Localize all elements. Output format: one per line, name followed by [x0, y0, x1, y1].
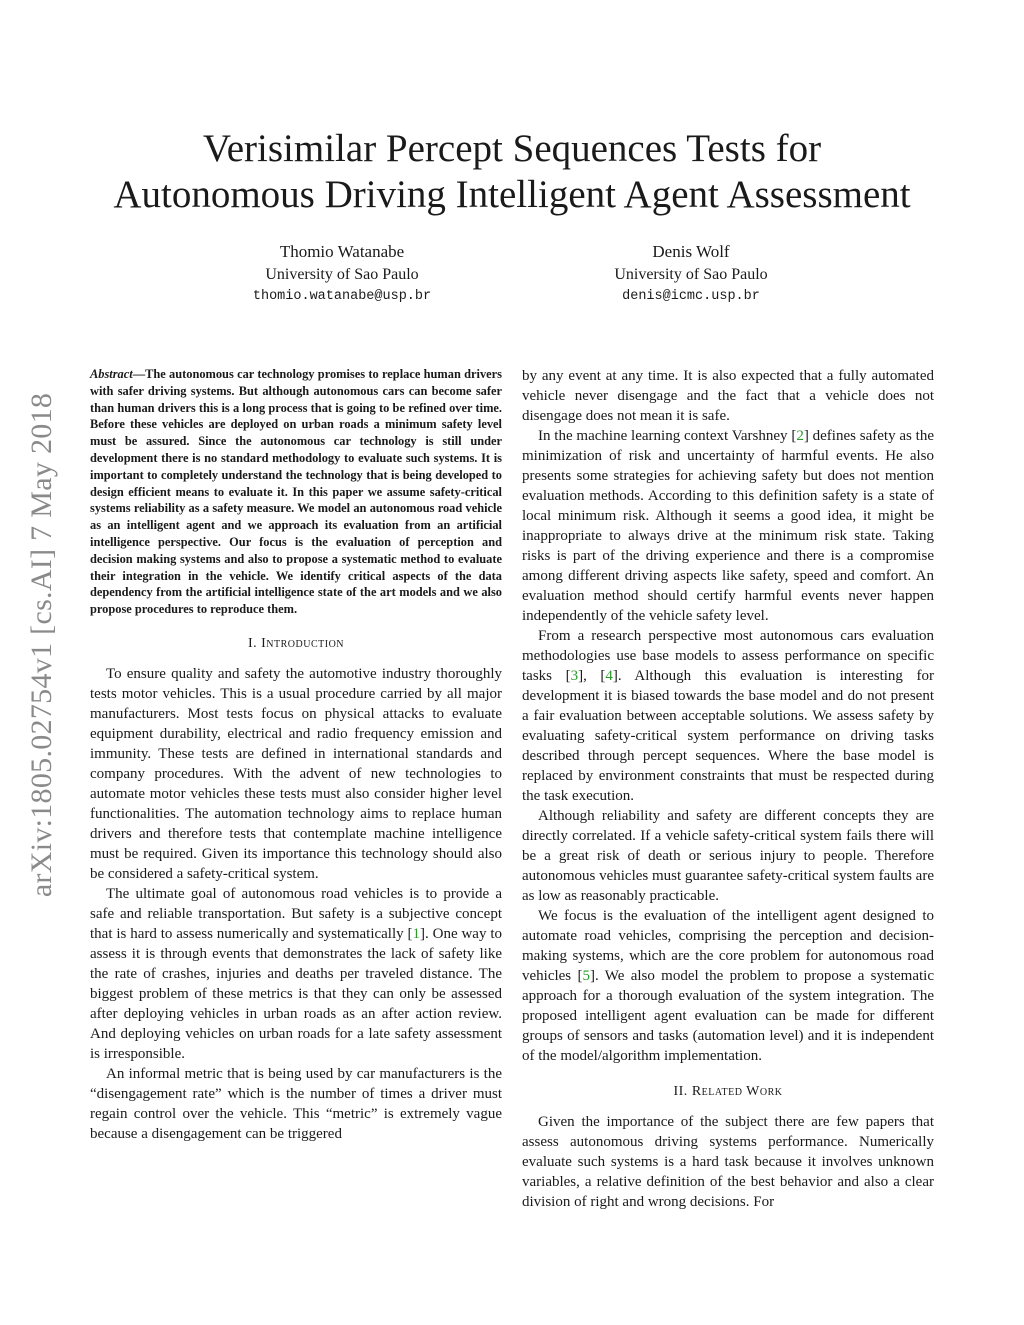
paragraph [522, 426, 934, 626]
paragraph-text: We focus is the evaluation of the intelligent agent designed to automate road vehicles, comprising the perception and decision-making systems, which are the core problem for autonomous road vehicles [ [522, 908, 934, 984]
paragraph: Although reliability and safety are different concepts they are directly correlated. If a vehicle safety-critical system fails there will be a great risk of death or serious injury to people. Therefore autonomous vehicles must guarantee safety-critical system faults are as low as reasonably practicable. [522, 808, 934, 904]
paragraph [90, 884, 502, 1064]
citation-link[interactable]: 2 [796, 428, 804, 444]
section-number: II. [673, 1084, 688, 1099]
paragraph [522, 626, 934, 806]
paragraph: by any event at any time. It is also expected that a fully automated vehicle never disengage and the fact that a vehicle does not disengage does not mean it is safe. [522, 368, 934, 424]
abstract-label: Abstract [90, 367, 133, 381]
author-email: denis@icmc.usp.br [622, 289, 760, 304]
paragraph-text: ]. Although this evaluation is interesting for development it is biased towards the base model and do not present a fair evaluation between acceptable solutions. We assess safety by evaluating safety-critical system performance on driving tasks described through percept sequences. Where the base model is replaced by environment constraints that must be respected during the task execution. [522, 668, 934, 804]
citation-link[interactable]: 1 [412, 925, 420, 942]
title-line-1: Verisimilar Percept Sequences Tests for [202, 127, 822, 170]
author-name: Denis Wolf [652, 242, 730, 261]
section-number: I. [247, 635, 258, 651]
paragraph: An informal metric that is being used by car manufacturers is the “disengagement rate” which is the number of times a driver must regain control over the vehicle. This “metric” is extremely vague because a disengagement can be triggered [90, 1065, 502, 1142]
section-heading-related-work [522, 1084, 934, 1100]
author-affiliation: University of Sao Paulo [614, 266, 768, 283]
author-email: thomio.watanabe@usp.br [252, 289, 432, 304]
title-line-2: Autonomous Driving Intelligent Agent Assessment [113, 173, 911, 216]
paragraph-text: The ultimate goal of autonomous road vehicles is to provide a safe and reliable transportation. But safety is a subjective concept that is hard to assess numerically and systematically [ [90, 885, 502, 942]
section-title: Introduction [261, 635, 345, 651]
citation-link[interactable]: 5 [582, 968, 590, 984]
paragraph-text: ]. We also model the problem to propose a systematic approach for a thorough evaluation of the system integration. The proposed intelligent agent evaluation can be made for different groups of sensors and tasks (automation level) and it is independent of the model/algorithm implementation. [522, 968, 934, 1064]
section-heading-introduction [90, 636, 502, 652]
paragraph: To ensure quality and safety the automotive industry thoroughly tests motor vehicles. This is a usual procedure carried by all major manufacturers. Most tests focus on physical attacks to evaluate equipment durability, electrical and radio frequency emission and immunity. These tests are defined in international standards and company procedures. With the advent of new technologies to automate motor vehicles these tests must also consider higher level functionalities. The automation technology aims to replace human drivers and therefore tests that contemplate machine intelligence must be required. Given its importance this technology should also be considered a safety-critical system. [90, 665, 502, 882]
paragraph: Given the importance of the subject there are few papers that assess autonomous driving systems performance. Numerically evaluate such systems is a hard task because it involves unknown variables, a relative definition of the best behavior and also a clear division of right and wrong decisions. For [522, 1114, 934, 1210]
abstract [90, 366, 502, 618]
paragraph-text: From a research perspective most autonomous cars evaluation methodologies use base models to assess performance on specific tasks [ [522, 628, 934, 684]
left-column [90, 366, 502, 1144]
author-block-2 [541, 240, 841, 308]
citation-link[interactable]: 4 [605, 668, 613, 684]
paragraph [522, 906, 934, 1066]
paragraph-text: ], [ [578, 668, 606, 684]
abstract-text: —The autonomous car technology promises to replace human drivers with safer driving systems. But although autonomous cars can become safer than human drivers this is a long process that is going to be refined over time. Before these vehicles are deployed on urban roads a minimum safety level must be assured. Since the autonomous car technology is still under development there is no standard methodology to evaluate such systems. It is important to completely understand the technology that is being developed to design efficient means to evaluate it. In this paper we assume safety-critical systems reliability as a safety measure. We model an autonomous road vehicle as an intelligent agent and we approach its evaluation from an artificial intelligence perspective. Our focus is the evaluation of perception and decision making systems and also to propose a systematic method to evaluate their integration in the vehicle. We identify critical aspects of the data dependency from the artificial intelligence state of the art models and we also propose procedures to reproduce them. [90, 367, 502, 617]
author-affiliation: University of Sao Paulo [265, 266, 419, 283]
author-block-1 [192, 240, 492, 308]
paragraph-text: ]. One way to assess it is through events that demonstrates the lack of safety like the rate of crashes, injuries and deaths per traveled distance. The biggest problem of these metrics is that they can only be assessed after deploying vehicles in urban roads as an after action review. And deploying vehicles on urban roads for a late safety assessment is irresponsible. [90, 925, 502, 1062]
paper-title [60, 126, 964, 218]
arxiv-identifier: arXiv:1805.02754v1 [cs.AI] 7 May 2018 [25, 392, 58, 898]
author-name: Thomio Watanabe [279, 242, 405, 261]
paragraph-text: ] defines safety as the minimization of risk and uncertainty of harmful events. He also presents some strategies for achieving safety but does not mention evaluation methods. According to this definition safety is a state of local minimum risk. Although it seems a good idea, it might be inappropriate to always drive at the minimum risk state. Taking risks is part of the driving experience and there is a compromise among different driving aspects like safety, speed and comfort. An evaluation method should certify harmful events never happen independently of the vehicle safety level. [522, 428, 935, 624]
right-column [522, 366, 934, 1212]
paragraph-text: In the machine learning context Varshney [ [538, 428, 797, 444]
citation-link[interactable]: 3 [570, 668, 579, 684]
section-title: Related Work [691, 1084, 783, 1099]
